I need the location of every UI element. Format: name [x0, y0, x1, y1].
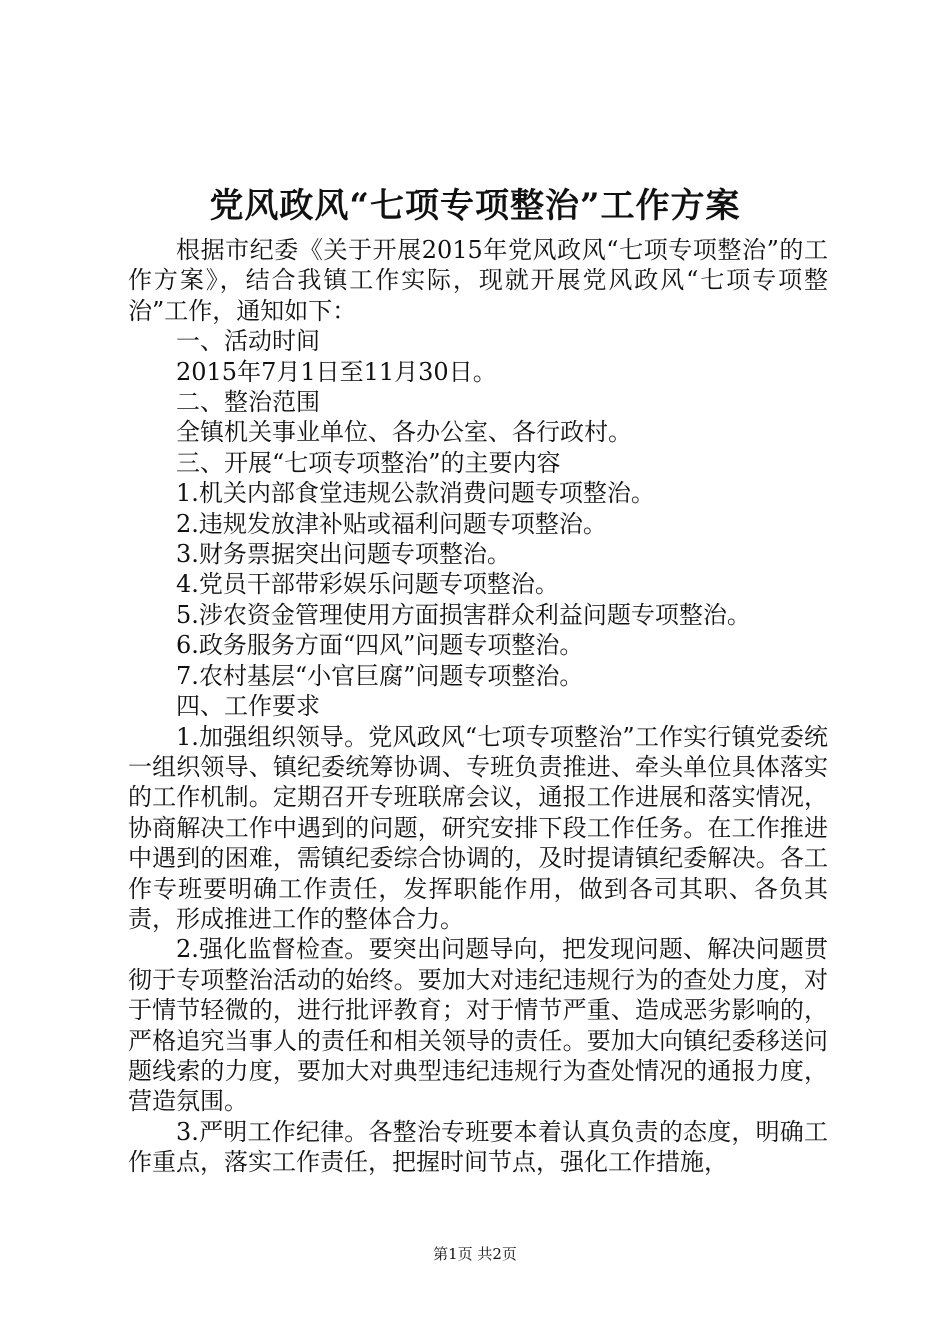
- section-heading-content: 三、开展“七项专项整治”的主要内容: [176, 448, 561, 477]
- requirement-paragraph-1: 1.加强组织领导。党风政风“七项专项整治”工作实行镇党委统一组织领导、镇纪委统筹协调、专班负责推进、牵头单位具体落实的工作机制。定期召开专班联席会议，通报工作进展和落实情况，协商解决工作中遇到的问题，研究安排下段工作任务。在工作推进中遇到的困难，需镇纪委综合协调的，及时提请镇纪委解决。各工作专班要明确工作责任，发挥职能作用，做到各司其职、各负其责，形成推进工作的整体合力。: [128, 722, 828, 933]
- document-body: [128, 235, 828, 1178]
- section-heading-time: 一、活动时间: [176, 327, 320, 356]
- requirement-paragraph-2: 2.强化监督检查。要突出问题导向，把发现问题、解决问题贯彻于专项整治活动的始终。要加大对违纪违规行为的查处力度，对于情节轻微的，进行批评教育；对于情节严重、造成恶劣影响的，严格追究当事人的责任和相关领导的责任。要加大向镇纪委移送问题线索的力度，要加大对典型违纪违规行为查处情况的通报力度，营造氛围。: [128, 935, 828, 1116]
- time-paragraph: 2015年7月1日至11月30日。: [176, 357, 497, 386]
- scope-paragraph: 全镇机关事业单位、各办公室、各行政村。: [176, 418, 632, 447]
- content-item-4: 4.党员干部带彩娱乐问题专项整治。: [176, 570, 559, 599]
- content-item-3: 3.财务票据突出问题专项整治。: [176, 540, 511, 569]
- intro-paragraph: 根据市纪委《关于开展2015年党风政风“七项专项整治”的工作方案》，结合我镇工作实际，现就开展党风政风“七项专项整治”工作，通知如下：: [128, 236, 828, 325]
- content-item-1: 1.机关内部食堂违规公款消费问题专项整治。: [176, 479, 655, 508]
- content-item-7: 7.农村基层“小官巨腐”问题专项整治。: [176, 661, 584, 690]
- document-title: 党风政风“七项专项整治”工作方案: [209, 186, 741, 226]
- content-item-2: 2.违规发放津补贴或福利问题专项整治。: [176, 509, 607, 538]
- content-item-5: 5.涉农资金管理使用方面损害群众利益问题专项整治。: [176, 600, 751, 629]
- requirement-paragraph-3: 3.严明工作纪律。各整治专班要本着认真负责的态度，明确工作重点，落实工作责任，把握时间节点，强化工作措施，: [128, 1117, 828, 1177]
- content-item-6: 6.政务服务方面“四风”问题专项整治。: [176, 631, 584, 660]
- section-heading-requirements: 四、工作要求: [176, 692, 320, 721]
- page-number-footer: 第1页 共2页: [433, 1245, 517, 1263]
- section-heading-scope: 二、整治范围: [176, 388, 320, 417]
